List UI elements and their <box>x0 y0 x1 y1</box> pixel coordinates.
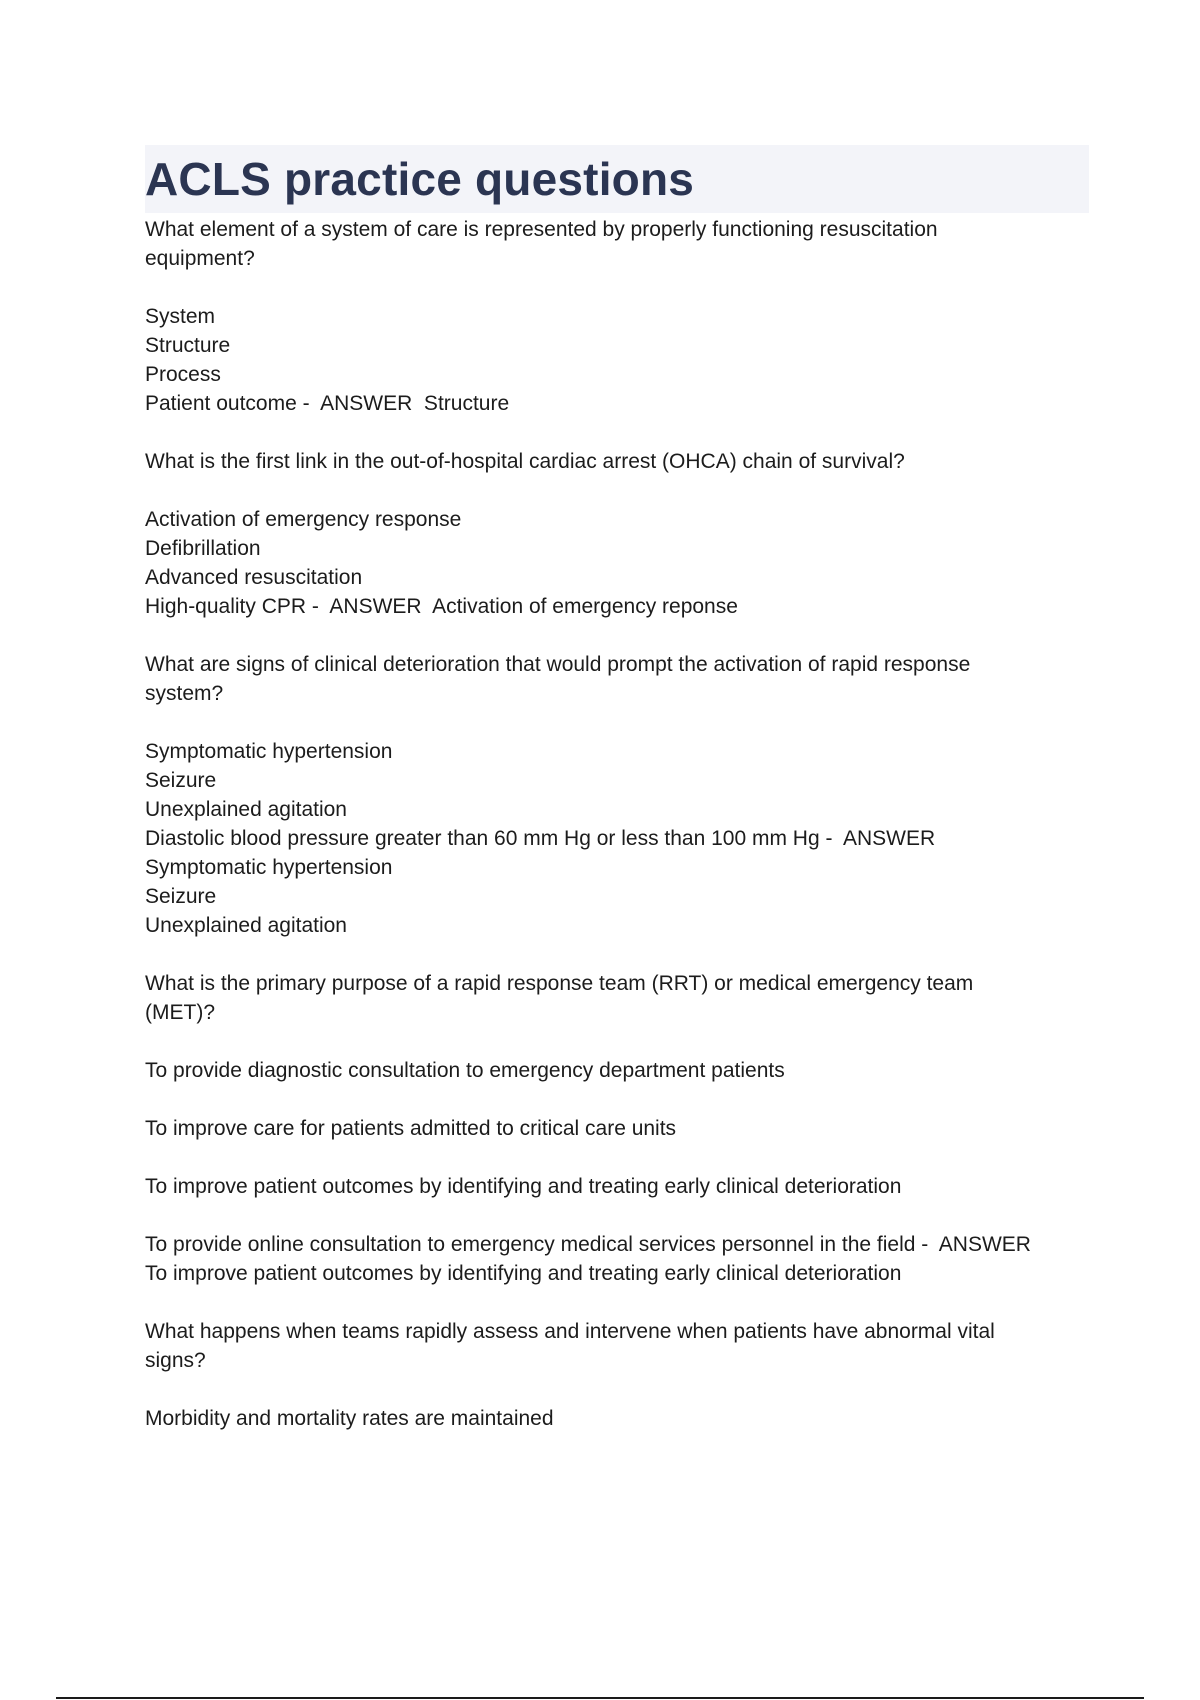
answer-option: Symptomatic hypertension <box>145 856 393 879</box>
blank-line <box>145 418 1089 447</box>
question-prompt: What is the first link in the out-of-hospital cardiac arrest (OHCA) chain of survival? <box>145 450 905 473</box>
question-prompt: What happens when teams rapidly assess and intervene when patients have abnormal vital <box>145 1320 995 1343</box>
answer-option: Unexplained agitation <box>145 914 347 937</box>
answer-option: Advanced resuscitation <box>145 566 363 589</box>
answer-option: Unexplained agitation <box>145 798 347 821</box>
title-banner <box>145 145 1089 213</box>
blank-line <box>145 1027 1089 1056</box>
blank-line <box>145 273 1089 302</box>
question-item <box>145 447 1089 621</box>
answer-option: Defibrillation <box>145 537 261 560</box>
question-prompt: What is the primary purpose of a rapid response team (RRT) or medical emergency team <box>145 972 974 995</box>
question-item <box>145 650 1089 940</box>
answer-option: High-quality CPR - ANSWER Activation of emergency reponse <box>145 595 738 618</box>
answer-option: To improve patient outcomes by identifying and treating early clinical deterioration <box>145 1175 902 1198</box>
answer-option: Diastolic blood pressure greater than 60 mm Hg or less than 100 mm Hg - ANSWER <box>145 827 936 850</box>
footer-divider <box>56 1697 1144 1699</box>
blank-line <box>145 1375 1089 1404</box>
blank-line <box>145 476 1089 505</box>
question-prompt: system? <box>145 682 224 705</box>
question-prompt: equipment? <box>145 247 255 270</box>
answer-option: To improve care for patients admitted to critical care units <box>145 1117 677 1140</box>
answer-option: To provide diagnostic consultation to emergency department patients <box>145 1059 785 1082</box>
answer-option: Structure <box>145 334 231 357</box>
answer-option: Process <box>145 363 221 386</box>
answer-option: To provide online consultation to emergency medical services personnel in the field - ANSWER <box>145 1233 1031 1256</box>
blank-line <box>145 1288 1089 1317</box>
blank-line <box>145 1085 1089 1114</box>
answer-option: Seizure <box>145 769 217 792</box>
answer-option: Seizure <box>145 885 217 908</box>
answer-option: System <box>145 305 216 328</box>
question-prompt: What element of a system of care is represented by properly functioning resuscitation <box>145 218 938 241</box>
blank-line <box>145 1143 1089 1172</box>
answer-option: Symptomatic hypertension <box>145 740 393 763</box>
question-item <box>145 215 1089 418</box>
answer-option: To improve patient outcomes by identifying and treating early clinical deterioration <box>145 1262 902 1285</box>
question-list <box>145 215 1089 1433</box>
answer-option: Activation of emergency response <box>145 508 462 531</box>
page-title: ACLS practice questions <box>145 153 695 205</box>
question-prompt: What are signs of clinical deterioration that would prompt the activation of rapid response <box>145 653 971 676</box>
question-prompt: (MET)? <box>145 1001 215 1024</box>
blank-line <box>145 1201 1089 1230</box>
document-page <box>145 145 1089 1433</box>
blank-line <box>145 621 1089 650</box>
blank-line <box>145 940 1089 969</box>
question-prompt: signs? <box>145 1349 206 1372</box>
answer-option: Patient outcome - ANSWER Structure <box>145 392 510 415</box>
blank-line <box>145 708 1089 737</box>
question-item <box>145 1317 1089 1433</box>
question-item <box>145 969 1089 1288</box>
answer-option: Morbidity and mortality rates are maintained <box>145 1407 554 1430</box>
